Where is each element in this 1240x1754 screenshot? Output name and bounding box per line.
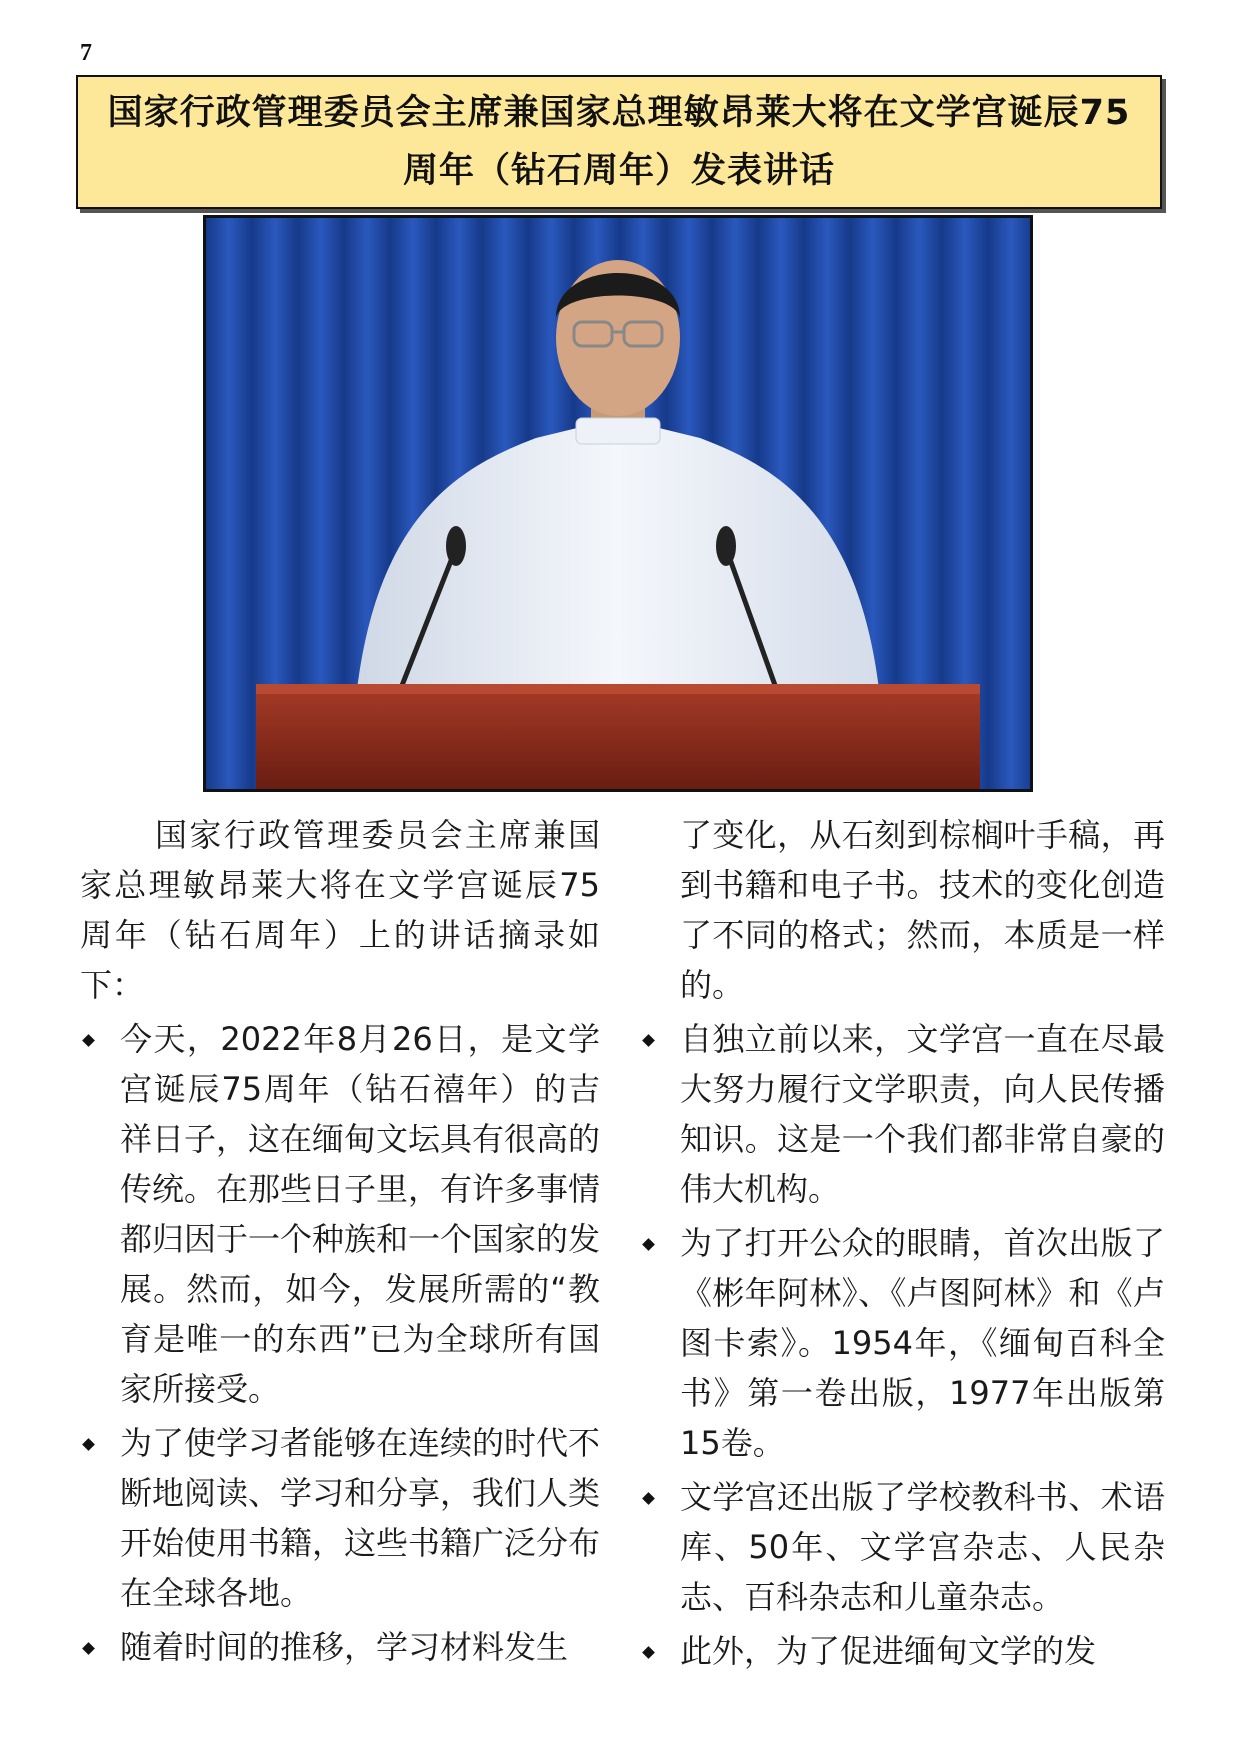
- diamond-bullet-icon: [642, 1238, 655, 1251]
- list-item: [80, 1014, 600, 1414]
- list-item: [640, 1472, 1165, 1622]
- list-item: [640, 1218, 1165, 1468]
- list-item: [80, 1622, 600, 1672]
- list-item-text: 为了打开公众的眼睛，首次出版了《彬年阿林》、《卢图阿林》和《卢图卡索》。1954年，《缅甸百科全书》第一卷出版，1977年出版第15卷。: [680, 1224, 1165, 1462]
- list-item-text: 为了使学习者能够在连续的时代不断地阅读、学习和分享，我们人类开始使用书籍，这些书籍广泛分布在全球各地。: [120, 1424, 601, 1612]
- podium: [256, 688, 980, 789]
- diamond-bullet-icon: [642, 1034, 655, 1047]
- speaker-photo-illustration: [206, 218, 1030, 789]
- list-item-text: 自独立前以来，文学宫一直在尽最大努力履行文学职责，向人民传播知识。这是一个我们都非常自豪的伟大机构。: [680, 1020, 1165, 1208]
- list-item: [640, 1626, 1165, 1676]
- left-bullet-list: [80, 1014, 600, 1672]
- intro-paragraph: 国家行政管理委员会主席兼国家总理敏昂莱大将在文学宫诞辰75周年（钻石周年）上的讲话摘录如下：: [80, 816, 600, 1004]
- diamond-bullet-icon: [82, 1642, 95, 1655]
- diamond-bullet-icon: [642, 1646, 655, 1659]
- diamond-bullet-icon: [82, 1438, 95, 1451]
- right-column: [640, 810, 1165, 1680]
- speaker-photo: [203, 215, 1033, 792]
- title-box: [76, 75, 1162, 209]
- list-item: [640, 1014, 1165, 1214]
- list-item-text: 文学宫还出版了学校教科书、术语库、50年、文学宫杂志、人民杂志、百科杂志和儿童杂志。: [680, 1478, 1165, 1616]
- diamond-bullet-icon: [642, 1492, 655, 1505]
- list-item-text: 今天，2022年8月26日，是文学宫诞辰75周年（钻石禧年）的吉祥日子，这在缅甸文坛具有很高的传统。在那些日子里，有许多事情都归因于一个种族和一个国家的发展。然而，如今，发展所需的“教育是唯一的东西”已为全球所有国家所接受。: [120, 1020, 601, 1408]
- list-item-text: 此外，为了促进缅甸文学的发: [680, 1632, 1097, 1670]
- left-column: [80, 810, 600, 1676]
- diamond-bullet-icon: [82, 1034, 95, 1047]
- continued-paragraph: 了变化，从石刻到棕榈叶手稿，再到书籍和电子书。技术的变化创造了不同的格式；然而，本质是一样的。: [680, 816, 1165, 1004]
- right-bullet-list: [640, 1014, 1165, 1676]
- page-number: 7: [80, 40, 92, 66]
- page-title: 国家行政管理委员会主席兼国家总理敏昂莱大将在文学宫诞辰75周年（钻石周年）发表讲话: [107, 93, 1131, 191]
- list-item: [80, 1418, 600, 1618]
- list-item-text: 随着时间的推移，学习材料发生: [120, 1628, 569, 1666]
- shirt-collar: [576, 418, 660, 444]
